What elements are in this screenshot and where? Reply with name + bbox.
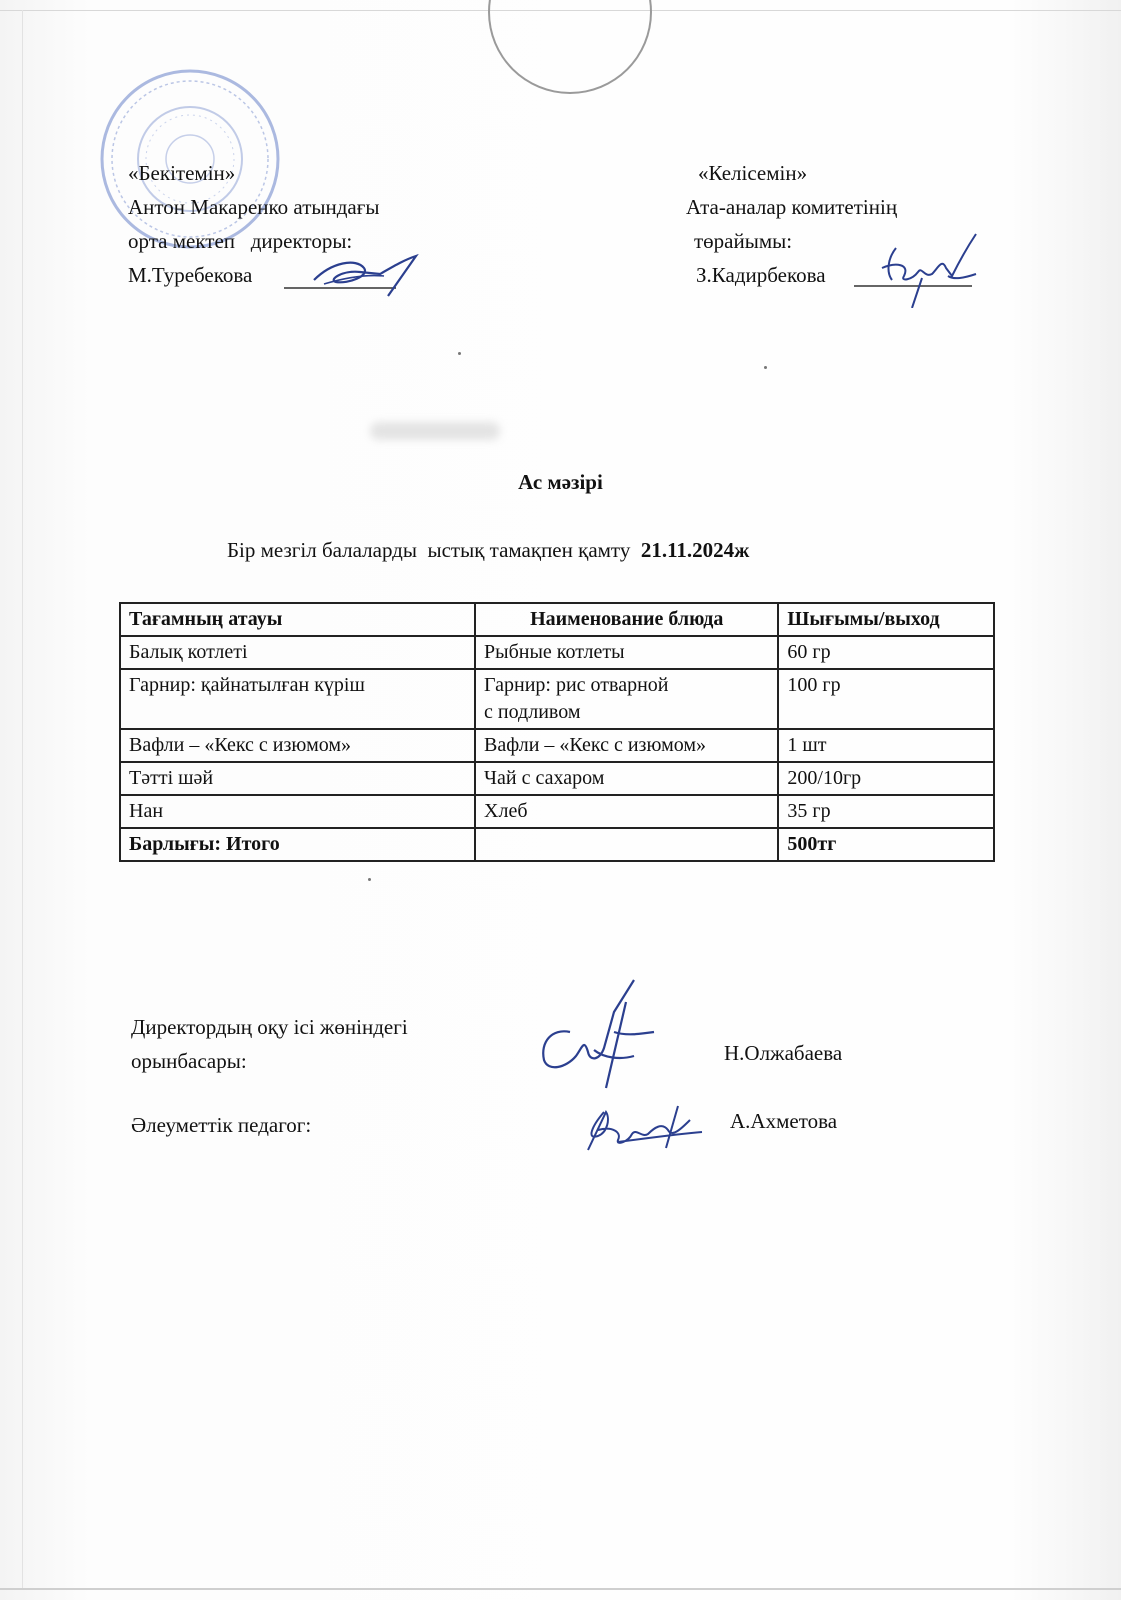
header-ru-name: Наименование блюда — [475, 603, 778, 636]
cell-ru: Гарнир: рис отварной с подливом — [475, 669, 778, 729]
table-total-row — [120, 828, 994, 861]
total-empty — [475, 828, 778, 861]
school-name: Антон Макаренко атындағы — [128, 195, 380, 219]
cell-ru: Вафли – «Кекс с изюмом» — [475, 729, 778, 762]
paper-edge-left — [22, 10, 23, 1588]
cell-ru: Рыбные котлеты — [475, 636, 778, 669]
deputy-title — [131, 1010, 408, 1078]
table-row — [120, 669, 994, 729]
pedagog-title: Әлеуметтік педагог: — [131, 1113, 312, 1137]
table-row — [120, 636, 994, 669]
chair-title: төрайымы: — [694, 229, 793, 253]
header-kz-name: Тағамның атауы — [120, 603, 475, 636]
paper-edge-bottom — [0, 1588, 1121, 1590]
table-row — [120, 795, 994, 828]
page-title: Ас мәзірі — [518, 470, 603, 494]
table-row — [120, 729, 994, 762]
director-signature-icon — [284, 244, 424, 300]
cell-output: 1 шт — [778, 729, 994, 762]
cell-kz: Нан — [120, 795, 475, 828]
table-row — [120, 762, 994, 795]
speck — [458, 352, 461, 355]
cell-output: 100 гр — [778, 669, 994, 729]
deputy-title-line1: Директордың оқу ісі жөніндегі — [131, 1015, 408, 1039]
chair-signature-icon — [852, 228, 982, 308]
table-header-row — [120, 603, 994, 636]
header-output: Шығымы/выход — [778, 603, 994, 636]
cell-output: 35 гр — [778, 795, 994, 828]
agree-label: «Келісемін» — [698, 161, 808, 185]
chair-name: З.Кадирбекова — [696, 263, 826, 287]
blur-smudge — [370, 422, 500, 440]
cell-kz: Гарнир: қайнатылған күріш — [120, 669, 475, 729]
total-price: 500тг — [778, 828, 994, 861]
deputy-title-line2: орынбасары: — [131, 1049, 247, 1073]
pedagog-name: А.Ахметова — [730, 1109, 838, 1133]
deputy-name: Н.Олжабаева — [724, 1041, 843, 1065]
cell-output: 60 гр — [778, 636, 994, 669]
menu-table — [119, 602, 995, 862]
pedagog-signature-icon — [578, 1096, 708, 1156]
speck — [764, 366, 767, 369]
subtitle-text: Бір мезгіл балаларды ыстық тамақпен қамту — [227, 538, 641, 562]
director-name: М.Туребекова — [128, 263, 253, 287]
approve-label: «Бекітемін» — [128, 161, 236, 185]
committee-name: Ата-аналар комитетінің — [686, 195, 898, 219]
cell-ru: Хлеб — [475, 795, 778, 828]
cell-kz: Вафли – «Кекс с изюмом» — [120, 729, 475, 762]
subtitle — [227, 538, 749, 563]
total-label: Барлығы: Итого — [120, 828, 475, 861]
cell-kz: Тәтті шәй — [120, 762, 475, 795]
director-title: орта мектеп директоры: — [128, 229, 353, 253]
subtitle-date: 21.11.2024ж — [640, 538, 750, 562]
cell-kz: Балық котлеті — [120, 636, 475, 669]
cell-ru: Чай с сахаром — [475, 762, 778, 795]
speck — [368, 878, 371, 881]
deputy-signature-icon — [530, 972, 670, 1092]
cell-output: 200/10гр — [778, 762, 994, 795]
